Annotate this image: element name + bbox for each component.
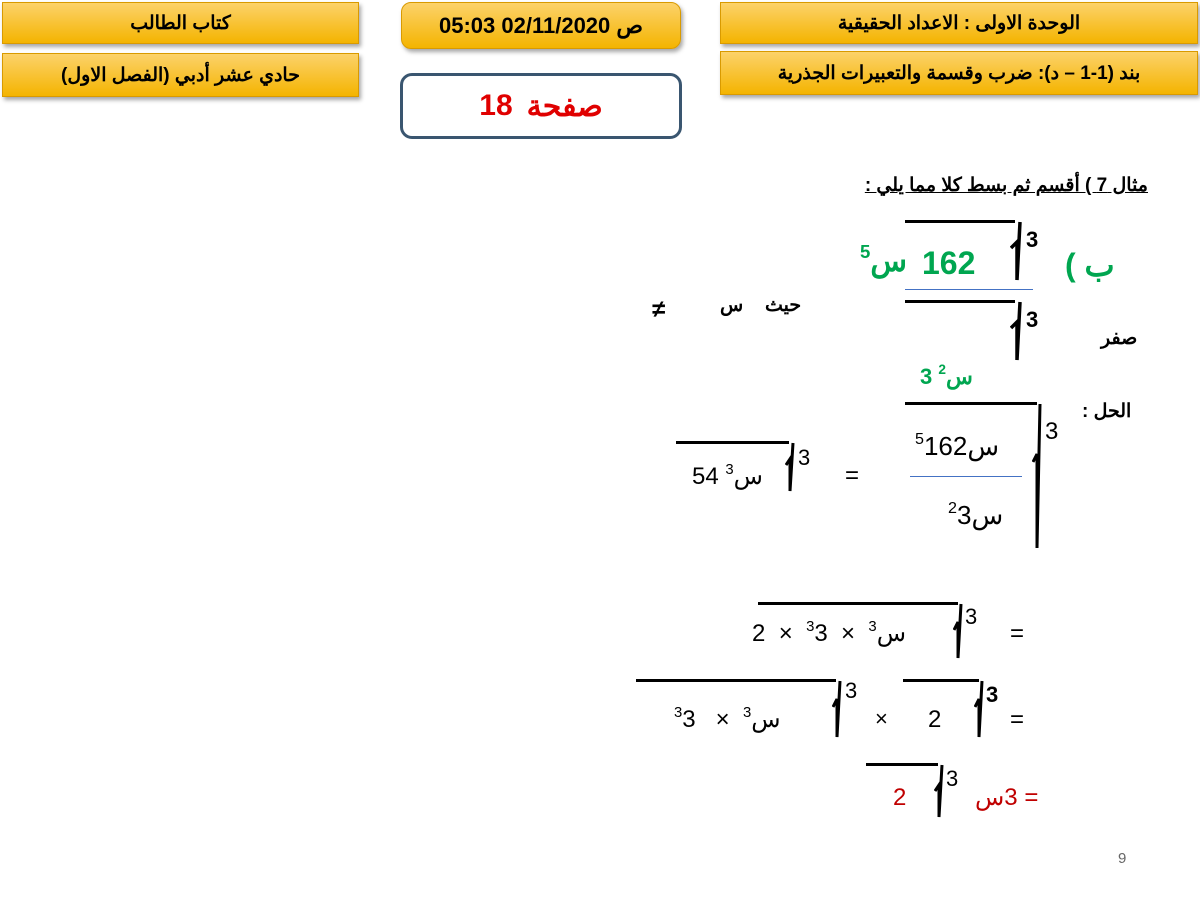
step3-times: × xyxy=(875,706,888,731)
page-number-box xyxy=(400,73,682,139)
condition-var: س xyxy=(720,295,744,316)
problem-numerator-coef: 162 xyxy=(922,245,976,281)
step2-equals: = xyxy=(1010,620,1025,647)
final-root-index: 3 xyxy=(946,766,959,791)
step3-radical-a xyxy=(974,679,984,739)
step1-numerator: س$^5$162 xyxy=(915,429,1000,461)
problem-denominator: س$^2$ 3 xyxy=(920,362,973,389)
problem-radical-bottom xyxy=(1010,300,1022,362)
condition-where: حيث xyxy=(765,295,802,316)
step2-vinculum xyxy=(758,602,958,605)
section-label: بند (1-1 – د): ضرب وقسمة والتعبيرات الجذرية xyxy=(720,51,1198,95)
step1-vinculum xyxy=(905,402,1037,405)
step2-expression: س$^3$ × $^3$3 × 2 xyxy=(752,618,906,647)
step1-result-root-index: 3 xyxy=(798,445,811,470)
step1-root-index: 3 xyxy=(1045,418,1059,445)
step3-root-index-a: 3 xyxy=(986,682,999,707)
step3-radicand-b: س$^3$ × $^3$3 xyxy=(674,704,781,733)
step1-equals: = xyxy=(845,462,860,489)
step3-root-index-b: 3 xyxy=(845,678,858,703)
step3-equals: = xyxy=(1010,706,1025,733)
step1-result-radical xyxy=(785,441,795,493)
step1-result-vinculum xyxy=(676,441,789,444)
step3-radical-b xyxy=(832,679,842,739)
problem-numerator: س$^5$ xyxy=(860,241,907,278)
step1-result: س$^3$ 54 xyxy=(692,461,763,490)
step3-vinculum-b xyxy=(636,679,836,682)
unit-label: الوحدة الاولى : الاعداد الحقيقية xyxy=(720,2,1198,44)
step2-radical xyxy=(953,602,963,660)
page-word: صفحة xyxy=(526,89,603,123)
grade-label: حادي عشر أدبي (الفصل الاول) xyxy=(2,53,359,97)
step1-denominator: س$^2$3 xyxy=(948,498,1004,530)
page-number: 18 xyxy=(479,89,513,122)
problem-vinculum-top xyxy=(905,220,1015,223)
problem-radical-top xyxy=(1010,220,1022,282)
final-lhs: = 3س xyxy=(975,784,1039,811)
step2-root-index: 3 xyxy=(965,604,978,629)
solution-label: الحل : xyxy=(1082,401,1132,422)
book-label: كتاب الطالب xyxy=(2,2,359,44)
datetime-label: 05:03 02/11/2020 ص xyxy=(401,2,681,49)
problem-part-label: ب ) xyxy=(1065,247,1115,283)
problem-vinculum-bottom xyxy=(905,300,1015,303)
step1-radical xyxy=(1032,402,1042,550)
final-radicand: 2 xyxy=(893,784,907,811)
problem-root-index-bottom: 3 xyxy=(1026,307,1039,332)
problem-fraction-line xyxy=(905,289,1033,290)
final-radical xyxy=(934,763,944,819)
problem-root-index-top: 3 xyxy=(1026,227,1039,252)
step3-vinculum-a xyxy=(903,679,979,682)
condition-zero: صفر xyxy=(1101,328,1138,349)
slide-number: 9 xyxy=(1118,850,1127,867)
step3-radicand-a: 2 xyxy=(928,706,942,733)
example-title: مثال 7 ) أقسم ثم بسط كلا مما يلي : xyxy=(864,175,1148,196)
step1-fraction-line xyxy=(910,476,1022,477)
final-vinculum xyxy=(866,763,938,766)
condition-neq: ≠ xyxy=(652,296,666,323)
